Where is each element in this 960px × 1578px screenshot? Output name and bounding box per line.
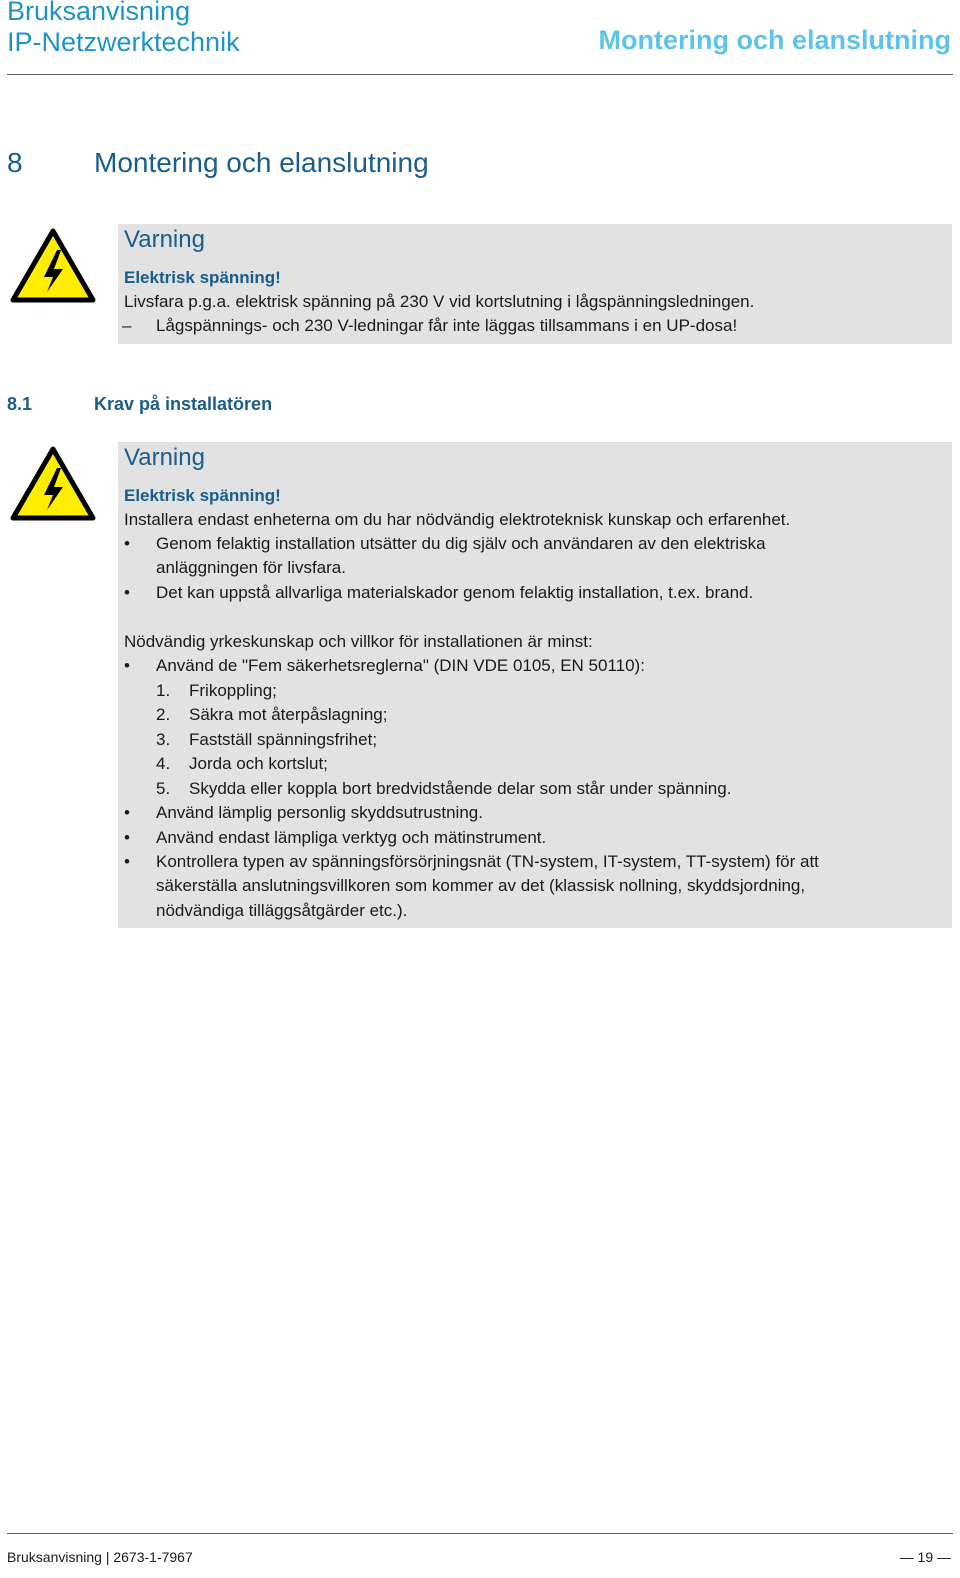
list-item: Använd endast lämpliga verktyg och mätinstrument. — [156, 828, 547, 847]
warning-text: Livsfara p.g.a. elektrisk spänning på 230 V vid kortslutning i lågspänningsledningen. — [124, 292, 755, 311]
warning-title: Varning — [124, 444, 205, 471]
rule-number: 4. — [156, 754, 171, 773]
list-item: Genom felaktig installation utsätter du dig själv och användaren av den elektriska — [156, 534, 766, 553]
rule-number: 2. — [156, 705, 171, 724]
list-item: anläggningen för livsfara. — [156, 558, 346, 577]
list-item: Använd de "Fem säkerhetsreglerna" (DIN VDE 0105, EN 50110): — [156, 656, 645, 675]
bullet-marker: • — [124, 803, 130, 822]
footer-divider — [7, 1533, 953, 1534]
document-title — [7, 0, 240, 58]
bullet-marker: • — [124, 583, 130, 602]
list-item: nödvändiga tilläggsåtgärder etc.). — [156, 901, 408, 920]
header-divider — [7, 74, 953, 75]
rule-text: Fastställ spänningsfrihet; — [189, 730, 378, 749]
warning-title: Varning — [124, 226, 205, 253]
rule-text: Jorda och kortslut; — [189, 754, 328, 773]
subsection-title: Krav på installatören — [94, 394, 273, 414]
list-item: Använd lämplig personlig skyddsutrustning. — [156, 803, 483, 822]
running-section-title: Montering och elanslutning — [598, 25, 951, 55]
warning-box-voltage — [118, 224, 952, 344]
section-title: Montering och elanslutning — [94, 147, 429, 178]
warning-subtitle: Elektrisk spänning! — [124, 486, 281, 505]
rule-number: 3. — [156, 730, 171, 749]
warning-dash-item: Lågspännings- och 230 V-ledningar får inte läggas tillsammans i en UP-dosa! — [156, 316, 738, 335]
rule-text: Skydda eller koppla bort bredvidstående delar som står under spänning. — [189, 779, 732, 798]
dash-marker: – — [122, 316, 132, 335]
document-title-line1: Bruksanvisning — [7, 0, 191, 26]
section-number: 8 — [7, 147, 23, 178]
bullet-marker: • — [124, 534, 130, 553]
bullet-marker: • — [124, 656, 130, 675]
warning-subtitle: Elektrisk spänning! — [124, 268, 281, 287]
bullet-marker: • — [124, 852, 130, 871]
high-voltage-warning-icon — [10, 446, 96, 522]
list-item: Det kan uppstå allvarliga materialskador genom felaktig installation, t.ex. brand. — [156, 583, 754, 602]
requirements-intro: Nödvändig yrkeskunskap och villkor för installationen är minst: — [124, 632, 593, 651]
list-item: Kontrollera typen av spänningsförsörjningsnät (TN-system, IT-system, TT-system) för att — [156, 852, 819, 871]
document-title-line2: IP-Netzwerktechnik — [7, 27, 240, 57]
warning-text: Installera endast enheterna om du har nödvändig elektroteknisk kunskap och erfarenhet. — [124, 510, 791, 529]
warning-box-installer — [118, 442, 952, 928]
list-item: säkerställa anslutningsvillkoren som kommer av det (klassisk nollning, skyddsjordning, — [156, 876, 806, 895]
rule-text: Säkra mot återpåslagning; — [189, 705, 388, 724]
subsection-number: 8.1 — [7, 394, 33, 414]
high-voltage-warning-icon — [10, 228, 96, 304]
bullet-marker: • — [124, 828, 130, 847]
rule-text: Frikoppling; — [189, 681, 277, 700]
footer-document-id: Bruksanvisning | 2673-1-7967 — [7, 1549, 193, 1565]
rule-number: 5. — [156, 779, 171, 798]
rule-number: 1. — [156, 681, 171, 700]
page-number: — 19 — — [899, 1549, 951, 1565]
